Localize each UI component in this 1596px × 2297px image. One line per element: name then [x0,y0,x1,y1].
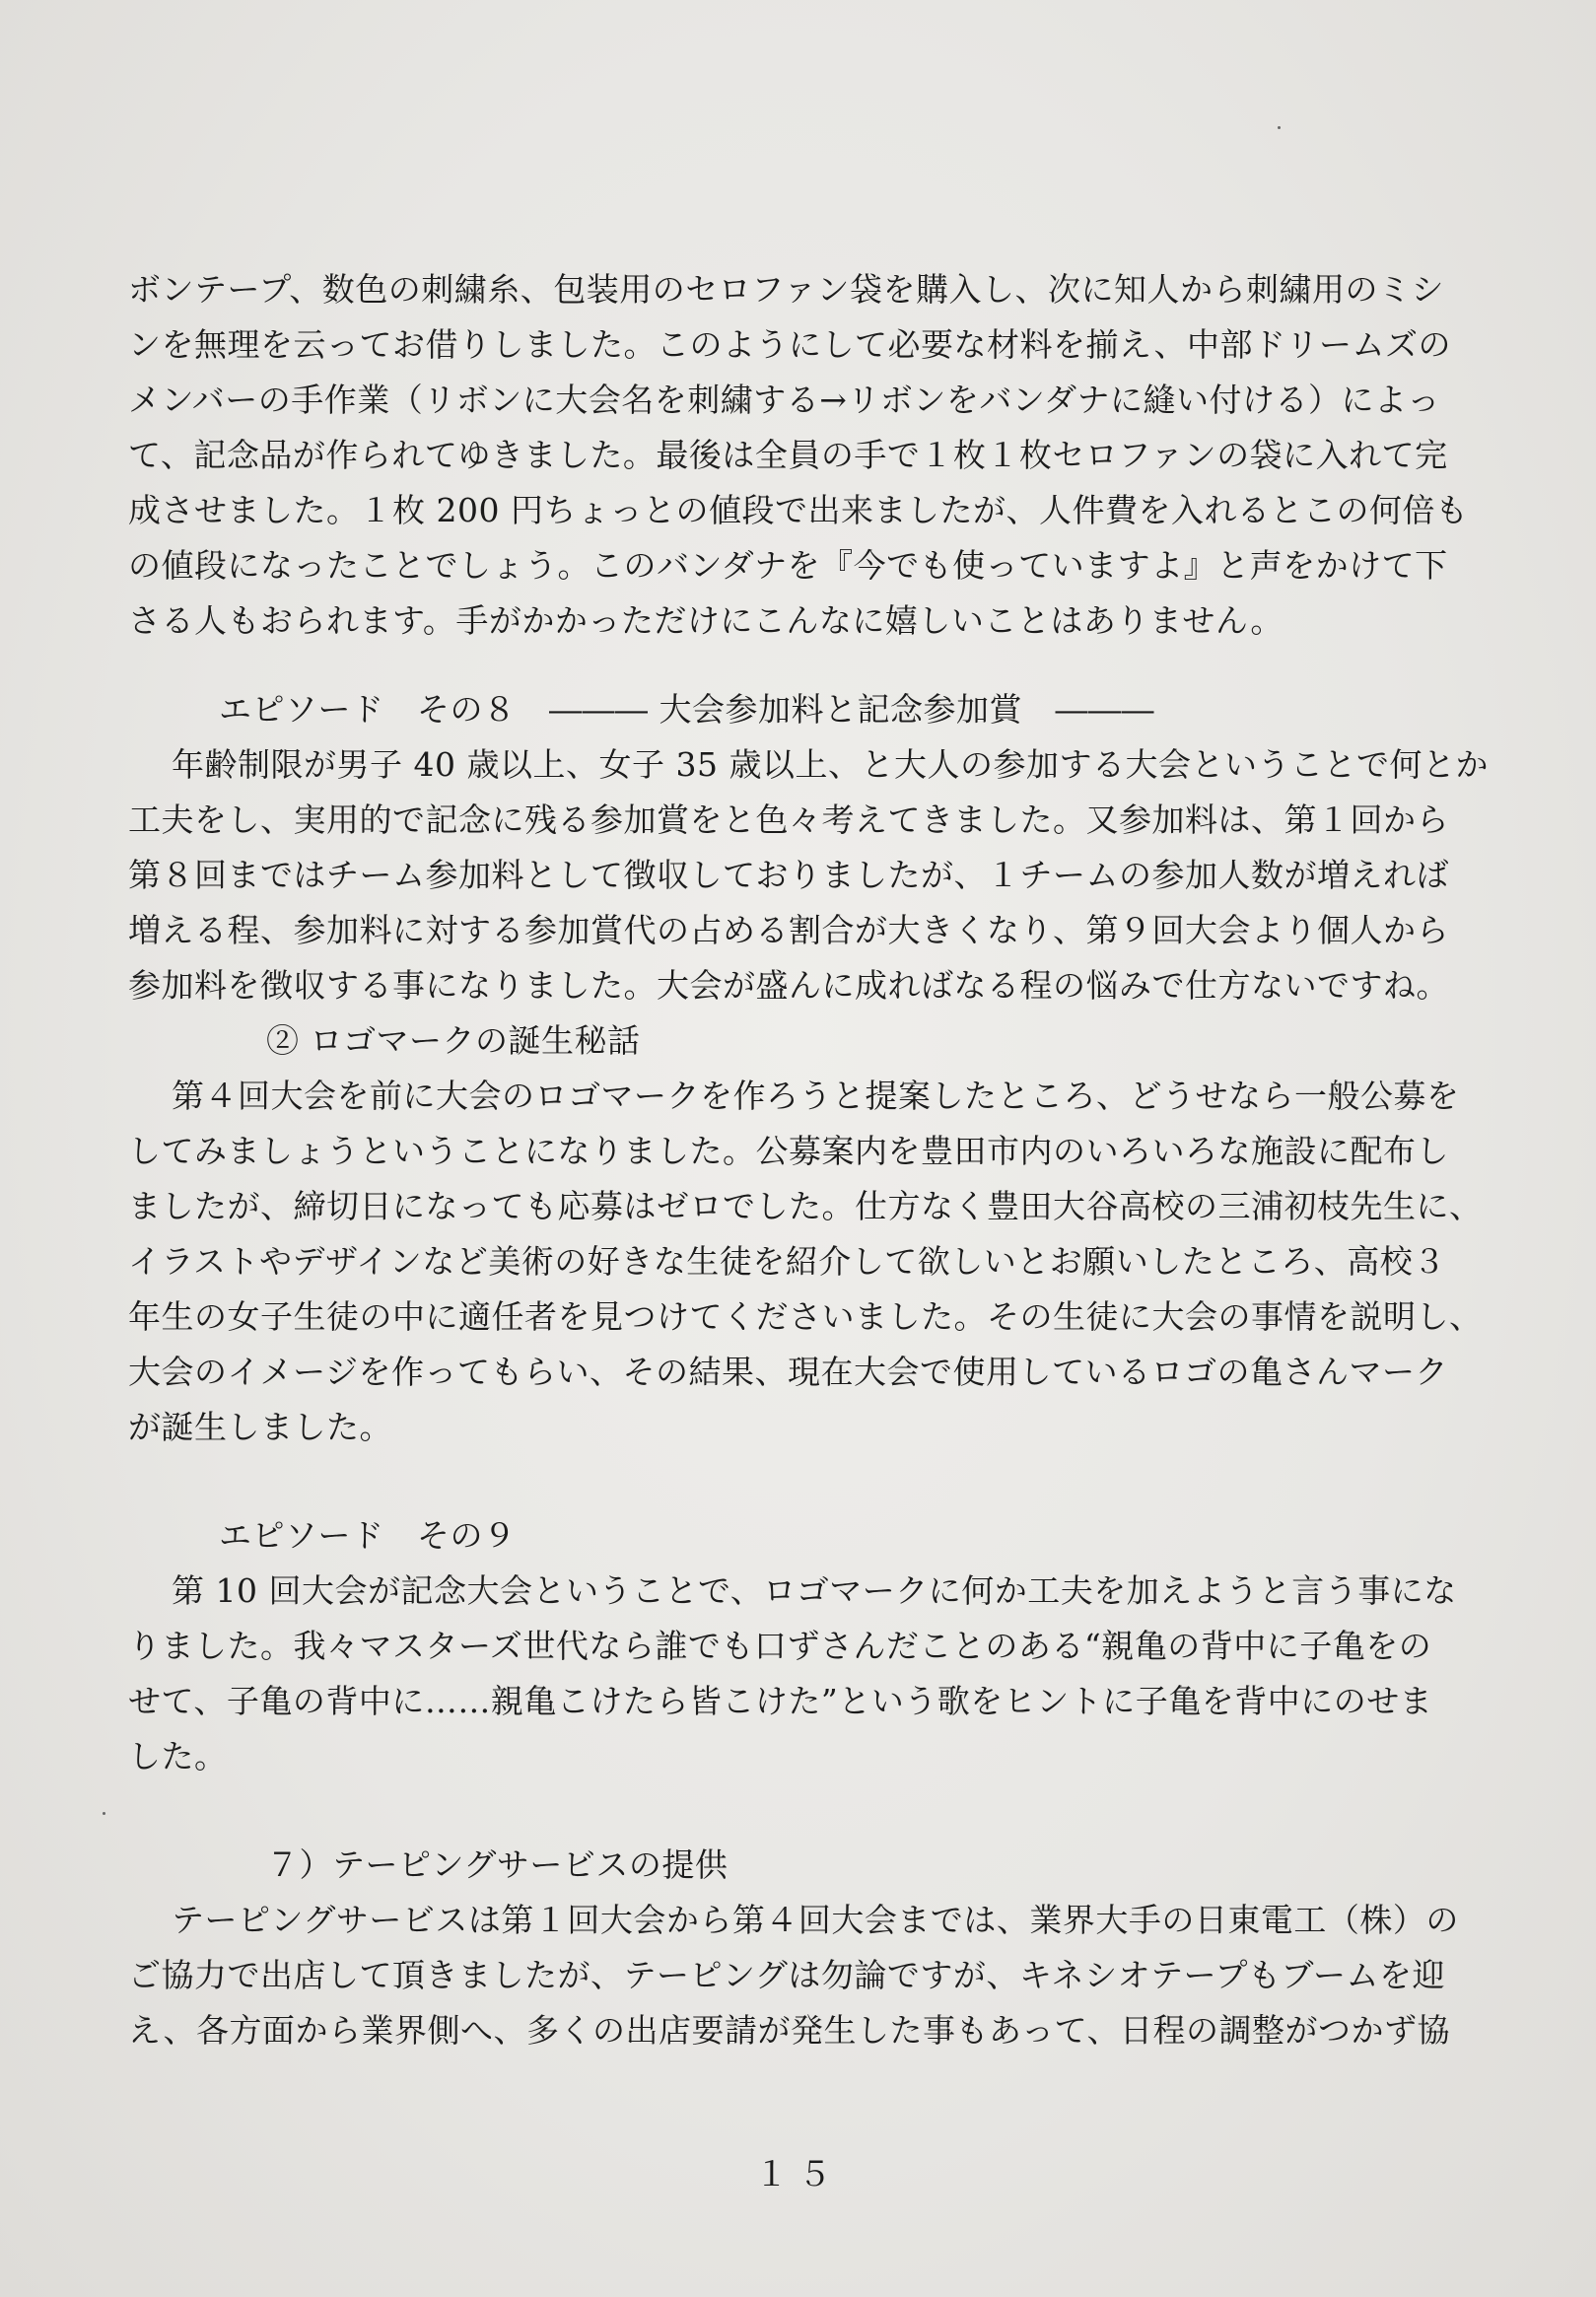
text-line: え、各方面から業界側へ、多くの出店要請が発生した事もあって、日程の調整がつかず協 [128,2011,1450,2050]
text-line: 成させました。１枚 200 円ちょっとの値段で出来ましたが、人件費を入れるとこの何倍も [128,491,1469,529]
text-line: の値段になったことでしょう。このバンダナを『今でも使っていますよ』と声をかけて下 [128,546,1448,585]
text-line: が誕生しました。 [128,1408,392,1446]
text-line: て、記念品が作られてゆきました。最後は全員の手で１枚１枚セロファンの袋に入れて完 [128,436,1448,474]
scan-speck [1278,126,1281,129]
text-line: 増える程、参加料に対する参加賞代の占める割合が大きくなり、第９回大会より個人から [128,911,1449,949]
text-line: テーピングサービスは第１回大会から第４回大会までは、業界大手の日東電工（株）の [172,1901,1459,1939]
episode-8-heading: エピソード その８ ――― 大会参加料と記念参加賞 ――― [219,690,1154,729]
text-line: した。 [128,1737,228,1775]
taping-section [128,1838,1459,2058]
text-line: ンを無理を云ってお借りしました。このようにして必要な材料を揃え、中部ドリームズの [128,325,1451,364]
text-line: メンバーの手作業（リボンに大会名を刺繍する→リボンをバンダナに縫い付ける）によっ [128,381,1441,419]
text-line: 年生の女子生徒の中に適任者を見つけてくださいました。その生徒に大会の事情を説明し、 [128,1297,1483,1336]
episode-9-section [128,1508,1457,1784]
document-body [128,262,1489,2058]
taping-heading: ７）テーピングサービスの提供 [266,1845,729,1884]
section-bandana-paragraph [128,262,1469,649]
scan-speck [103,1812,105,1815]
page-number: １５ [754,2155,842,2194]
text-line: 第８回まではチーム参加料として徴収しておりましたが、１チームの参加人数が増えれば [128,856,1449,894]
text-line: 参加料を徴収する事になりました。大会が盛んに成ればなる程の悩みで仕方ないですね。 [128,966,1449,1005]
text-line: りました。我々マスターズ世代なら誰でも口ずさんだことのある“親亀の背中に子亀をの [128,1627,1432,1665]
text-line: ご協力で出店して頂きましたが、テーピングは勿論ですが、キネシオテープもブームを迎 [128,1956,1446,1994]
logo-story-heading: ② ロゴマークの誕生秘話 [266,1021,641,1060]
text-line: 大会のイメージを作ってもらい、その結果、現在大会で使用しているロゴの亀さんマーク [128,1353,1449,1391]
episode-8-section [128,682,1489,1013]
text-line: してみましょうということになりました。公募案内を豊田市内のいろいろな施設に配布し [128,1132,1449,1170]
episode-9-heading: エピソード その９ [219,1516,517,1555]
text-line: 第４回大会を前に大会のロゴマークを作ろうと提案したところ、どうせなら一般公募を [172,1077,1460,1115]
text-line: 工夫をし、実用的で記念に残る参加賞をと色々考えてきました。又参加料は、第１回から [128,800,1449,839]
text-line: せて、子亀の背中に……親亀こけたら皆こけた”という歌をヒントに子亀を背中にのせま [128,1682,1433,1720]
text-line: 第 10 回大会が記念大会ということで、ロゴマークに何か工夫を加えようと言う事にな [172,1571,1457,1610]
text-line: イラストやデザインなど美術の好きな生徒を紹介して欲しいとお願いしたところ、高校３ [128,1242,1446,1281]
logo-story-section [128,1013,1483,1455]
text-line: さる人もおられます。手がかかっただけにこんなに嬉しいことはありません。 [128,601,1284,640]
text-line: 年齢制限が男子 40 歳以上、女子 35 歳以上、と大人の参加する大会ということで何とか [172,745,1489,784]
text-line: ボンテープ、数色の刺繍糸、包装用のセロファン袋を購入し、次に知人から刺繍用のミシ [128,270,1445,309]
text-line: ましたが、締切日になっても応募はゼロでした。仕方なく豊田大谷高校の三浦初枝先生に、 [128,1187,1483,1225]
